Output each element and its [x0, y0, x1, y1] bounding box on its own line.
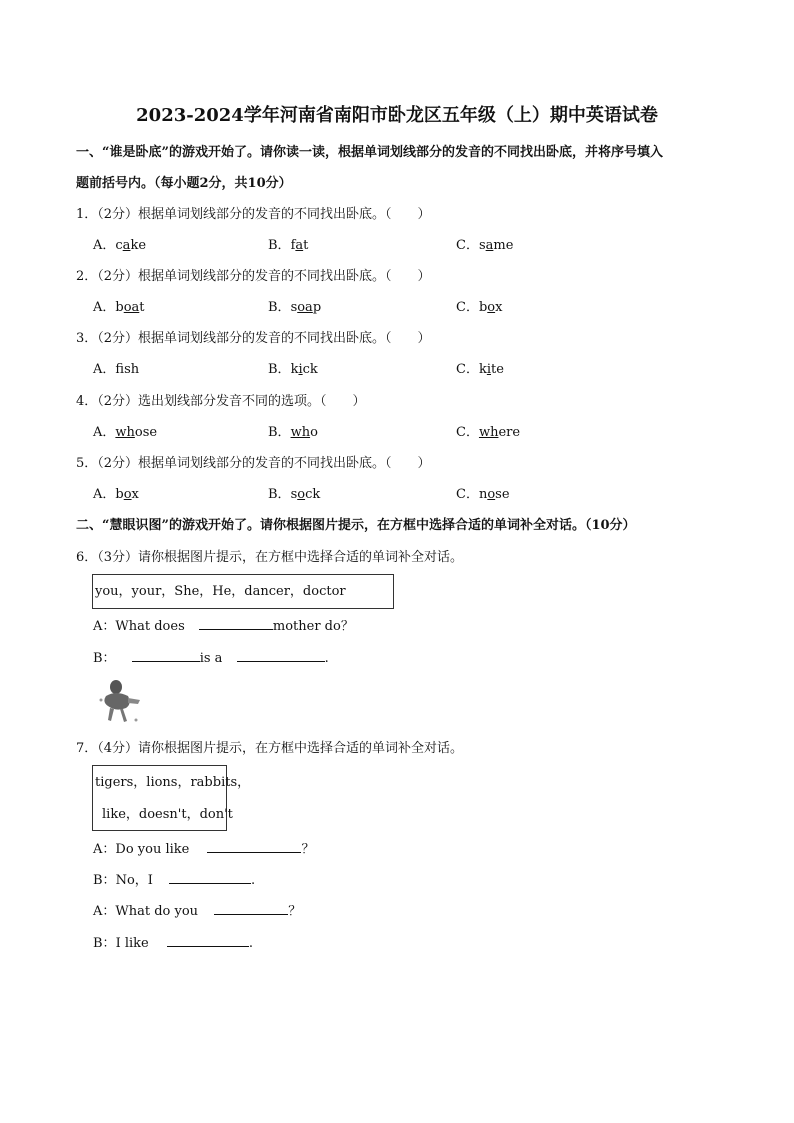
question-4-option-a[interactable]: A．whose: [93, 425, 158, 440]
question-7-stem: 7．（4分）请你根据图片提示，在方框中选择合适的单词补全对话。: [76, 741, 464, 756]
question-6-dialogue-line-2: B： is a .: [93, 651, 329, 666]
question-3-option-c[interactable]: C．kite: [456, 362, 504, 377]
question-5-option-b[interactable]: B．sock: [268, 487, 321, 502]
section1-heading-line1: 一、“谁是卧底”的游戏开始了。请你读一读，根据单词划线部分的发音的不同找出卧底，并将序号填入: [76, 145, 663, 160]
question-7-word-box: [92, 765, 251, 831]
question-3-option-a[interactable]: A．fsh: [93, 362, 140, 377]
question-6-blank-2[interactable]: [132, 649, 200, 662]
question-7-dialogue-line-1: A：Do you like ？: [93, 842, 315, 857]
question-2-option-a[interactable]: A．boat: [93, 300, 145, 315]
section2-heading: 二、“慧眼识图”的游戏开始了。请你根据图片提示，在方框中选择合适的单词补全对话。（10分）: [76, 518, 636, 533]
question-2-option-b[interactable]: B．soap: [268, 300, 322, 315]
question-6-blank-3[interactable]: [237, 649, 325, 662]
question-5-option-c[interactable]: C．nose: [456, 487, 510, 502]
question-3-option-b[interactable]: B．kick: [268, 362, 318, 377]
question-4-option-b[interactable]: B．who: [268, 425, 318, 440]
question-7-blank-3[interactable]: [214, 902, 288, 915]
question-6-word-list: you，your，She，He，dancer，doctor: [95, 584, 346, 599]
question-7-dialogue-line-3: A：What do you ？: [93, 904, 302, 919]
question-2-stem: 2．（2分）根据单词划线部分的发音的不同找出卧底。（ ）: [76, 269, 431, 284]
question-5-option-a[interactable]: A．box: [93, 487, 139, 502]
question-1-option-a[interactable]: A．cake: [93, 238, 147, 253]
question-7-word-list-line-2: like，doesn't，don't: [102, 807, 233, 822]
question-7-blank-2[interactable]: [169, 871, 251, 884]
question-6-blank-1[interactable]: [199, 617, 273, 630]
question-1-stem: 1．（2分）根据单词划线部分的发音的不同找出卧底。（ ）: [76, 207, 431, 222]
question-5-stem: 5．（2分）根据单词划线部分的发音的不同找出卧底。（ ）: [76, 456, 431, 471]
section1-heading-line2: 题前括号内。（每小题2分，共10分）: [76, 176, 292, 191]
page-title: 2023-2024学年河南省南阳市卧龙区五年级（上）期中英语试卷: [136, 105, 658, 126]
question-1-option-c[interactable]: C．same: [456, 238, 514, 253]
question-3-stem: 3．（2分）根据单词划线部分的发音的不同找出卧底。（ ）: [76, 331, 431, 346]
question-4-option-c[interactable]: C．where: [456, 425, 521, 440]
question-2-option-c[interactable]: C．box: [456, 300, 503, 315]
question-7-blank-4[interactable]: [167, 934, 249, 947]
question-7-blank-1[interactable]: [207, 840, 301, 853]
dancer-illustration-icon: [96, 676, 144, 728]
question-1-option-b[interactable]: B．fat: [268, 238, 309, 253]
question-4-stem: 4．（2分）选出划线部分发音不同的选项。（ ）: [76, 394, 366, 409]
question-7-dialogue-line-4: B：I like .: [93, 936, 253, 951]
question-6-dialogue-line-1: A：What does mother do？: [93, 619, 354, 634]
question-6-word-box: [92, 574, 394, 609]
question-7-dialogue-line-2: B：No，I .: [93, 873, 256, 888]
question-6-stem: 6．（3分）请你根据图片提示，在方框中选择合适的单词补全对话。: [76, 550, 464, 565]
question-7-word-list-line-1: tigers，lions，rabbits，: [95, 775, 251, 790]
